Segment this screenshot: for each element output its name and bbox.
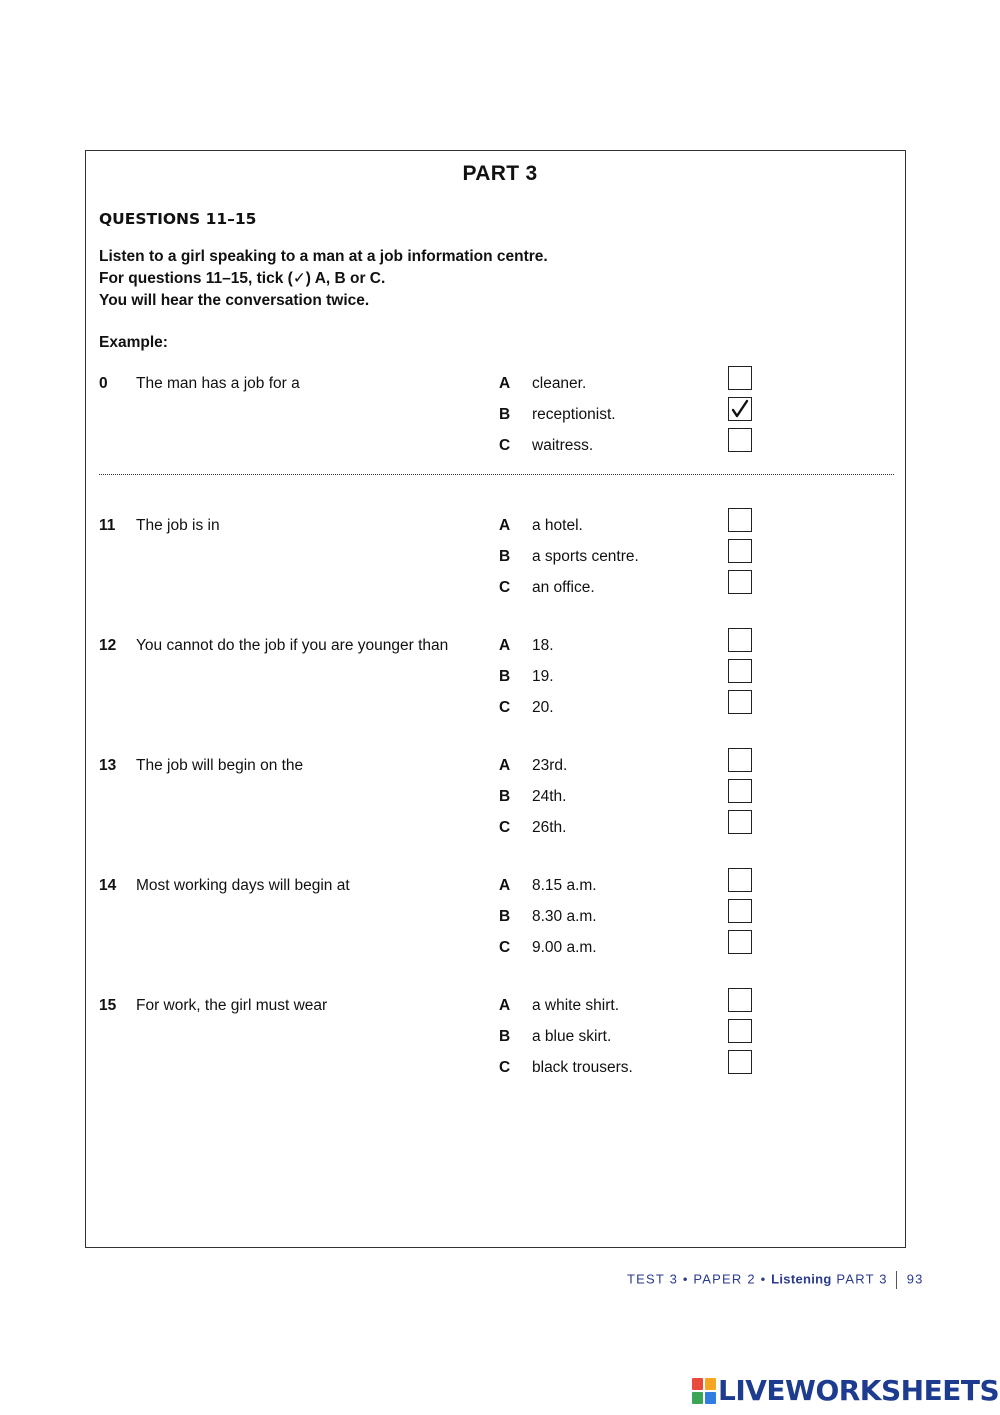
- option-row: [99, 406, 799, 434]
- option-row: [99, 579, 799, 607]
- answer-checkbox[interactable]: [728, 868, 752, 892]
- question-15: [99, 997, 799, 1093]
- question-text: The job is in: [136, 517, 220, 534]
- option-letter: C: [499, 819, 511, 836]
- question-11: [99, 517, 799, 613]
- option-text: 8.30 a.m.: [532, 908, 597, 925]
- answer-checkbox[interactable]: [728, 988, 752, 1012]
- question-12: [99, 637, 799, 733]
- option-letter: B: [499, 406, 511, 423]
- option-text: 24th.: [532, 788, 567, 805]
- option-letter: C: [499, 939, 511, 956]
- answer-checkbox[interactable]: [728, 779, 752, 803]
- example-question: [99, 375, 799, 471]
- answer-checkbox[interactable]: [728, 748, 752, 772]
- page-number: 93: [906, 1271, 924, 1287]
- answer-checkbox[interactable]: [728, 539, 752, 563]
- option-text: black trousers.: [532, 1059, 633, 1076]
- instruction-line: Listen to a girl speaking to a man at a job information centre.: [99, 248, 548, 265]
- option-letter: C: [499, 437, 511, 454]
- answer-checkbox[interactable]: [728, 1050, 752, 1074]
- footer-prefix: TEST 3 • PAPER 2 •: [627, 1271, 772, 1287]
- footer-section: Listening: [771, 1271, 832, 1287]
- questions-title: QUESTIONS 11–15: [99, 210, 257, 228]
- answer-checkbox[interactable]: [728, 1019, 752, 1043]
- option-letter: C: [499, 699, 511, 716]
- example-divider: [99, 474, 894, 475]
- question-number: 12: [99, 637, 117, 654]
- instruction-line: You will hear the conversation twice.: [99, 292, 370, 309]
- option-letter: A: [499, 877, 511, 894]
- brand-name: LIVEWORKSHEETS: [718, 1374, 1000, 1407]
- option-text: a hotel.: [532, 517, 583, 534]
- question-number: 15: [99, 997, 117, 1014]
- option-row: [99, 997, 799, 1025]
- question-text: The man has a job for a: [136, 375, 300, 392]
- option-letter: B: [499, 788, 511, 805]
- answer-checkbox[interactable]: [728, 508, 752, 532]
- option-row: [99, 1059, 799, 1087]
- option-text: 9.00 a.m.: [532, 939, 597, 956]
- answer-checkbox[interactable]: [728, 690, 752, 714]
- instruction-line: For questions 11–15, tick (✓) A, B or C.: [99, 270, 386, 287]
- answer-checkbox[interactable]: [728, 659, 752, 683]
- option-letter: A: [499, 375, 511, 392]
- question-text: You cannot do the job if you are younger than: [136, 637, 449, 654]
- question-number: 0: [99, 375, 108, 392]
- option-text: a sports centre.: [532, 548, 639, 565]
- option-text: 18.: [532, 637, 554, 654]
- option-text: 20.: [532, 699, 554, 716]
- question-number: 14: [99, 877, 117, 894]
- option-text: 26th.: [532, 819, 567, 836]
- answer-checkbox[interactable]: [728, 366, 752, 390]
- example-label: Example:: [99, 334, 168, 351]
- option-row: [99, 877, 799, 905]
- option-row: [99, 437, 799, 465]
- option-text: an office.: [532, 579, 595, 596]
- part-title: PART 3: [462, 162, 538, 185]
- option-row: [99, 908, 799, 936]
- option-letter: A: [499, 637, 511, 654]
- option-row: [99, 819, 799, 847]
- question-13: [99, 757, 799, 853]
- option-text: receptionist.: [532, 406, 616, 423]
- option-text: 23rd.: [532, 757, 568, 774]
- answer-checkbox[interactable]: [728, 930, 752, 954]
- option-letter: B: [499, 548, 511, 565]
- option-row: [99, 548, 799, 576]
- question-number: 13: [99, 757, 117, 774]
- question-text: Most working days will begin at: [136, 877, 350, 894]
- option-text: waitress.: [532, 437, 594, 454]
- instructions: [99, 246, 548, 312]
- option-row: [99, 699, 799, 727]
- check-mark-icon: [731, 399, 749, 419]
- answer-checkbox-checked[interactable]: [728, 397, 752, 421]
- answer-checkbox[interactable]: [728, 899, 752, 923]
- option-row: [99, 375, 799, 403]
- option-letter: C: [499, 579, 511, 596]
- answer-checkbox[interactable]: [728, 428, 752, 452]
- answer-checkbox[interactable]: [728, 570, 752, 594]
- question-number: 11: [99, 517, 116, 534]
- option-row: [99, 1028, 799, 1056]
- option-row: [99, 939, 799, 967]
- option-row: [99, 517, 799, 545]
- option-row: [99, 668, 799, 696]
- footer-suffix: PART 3: [831, 1271, 888, 1287]
- page-footer: [627, 1271, 924, 1289]
- question-text: The job will begin on the: [136, 757, 304, 774]
- option-text: 8.15 a.m.: [532, 877, 597, 894]
- question-14: [99, 877, 799, 973]
- footer-divider: [896, 1271, 897, 1289]
- option-letter: C: [499, 1059, 511, 1076]
- option-row: [99, 757, 799, 785]
- option-letter: B: [499, 1028, 511, 1045]
- answer-checkbox[interactable]: [728, 810, 752, 834]
- option-letter: A: [499, 997, 511, 1014]
- option-row: [99, 788, 799, 816]
- liveworksheets-logo-icon: [692, 1378, 716, 1404]
- option-row: [99, 637, 799, 665]
- option-text: a white shirt.: [532, 997, 620, 1014]
- option-letter: B: [499, 668, 511, 685]
- option-text: 19.: [532, 668, 554, 685]
- question-text: For work, the girl must wear: [136, 997, 328, 1014]
- option-letter: A: [499, 517, 511, 534]
- option-letter: A: [499, 757, 511, 774]
- answer-checkbox[interactable]: [728, 628, 752, 652]
- option-text: cleaner.: [532, 375, 587, 392]
- option-text: a blue skirt.: [532, 1028, 612, 1045]
- option-letter: B: [499, 908, 511, 925]
